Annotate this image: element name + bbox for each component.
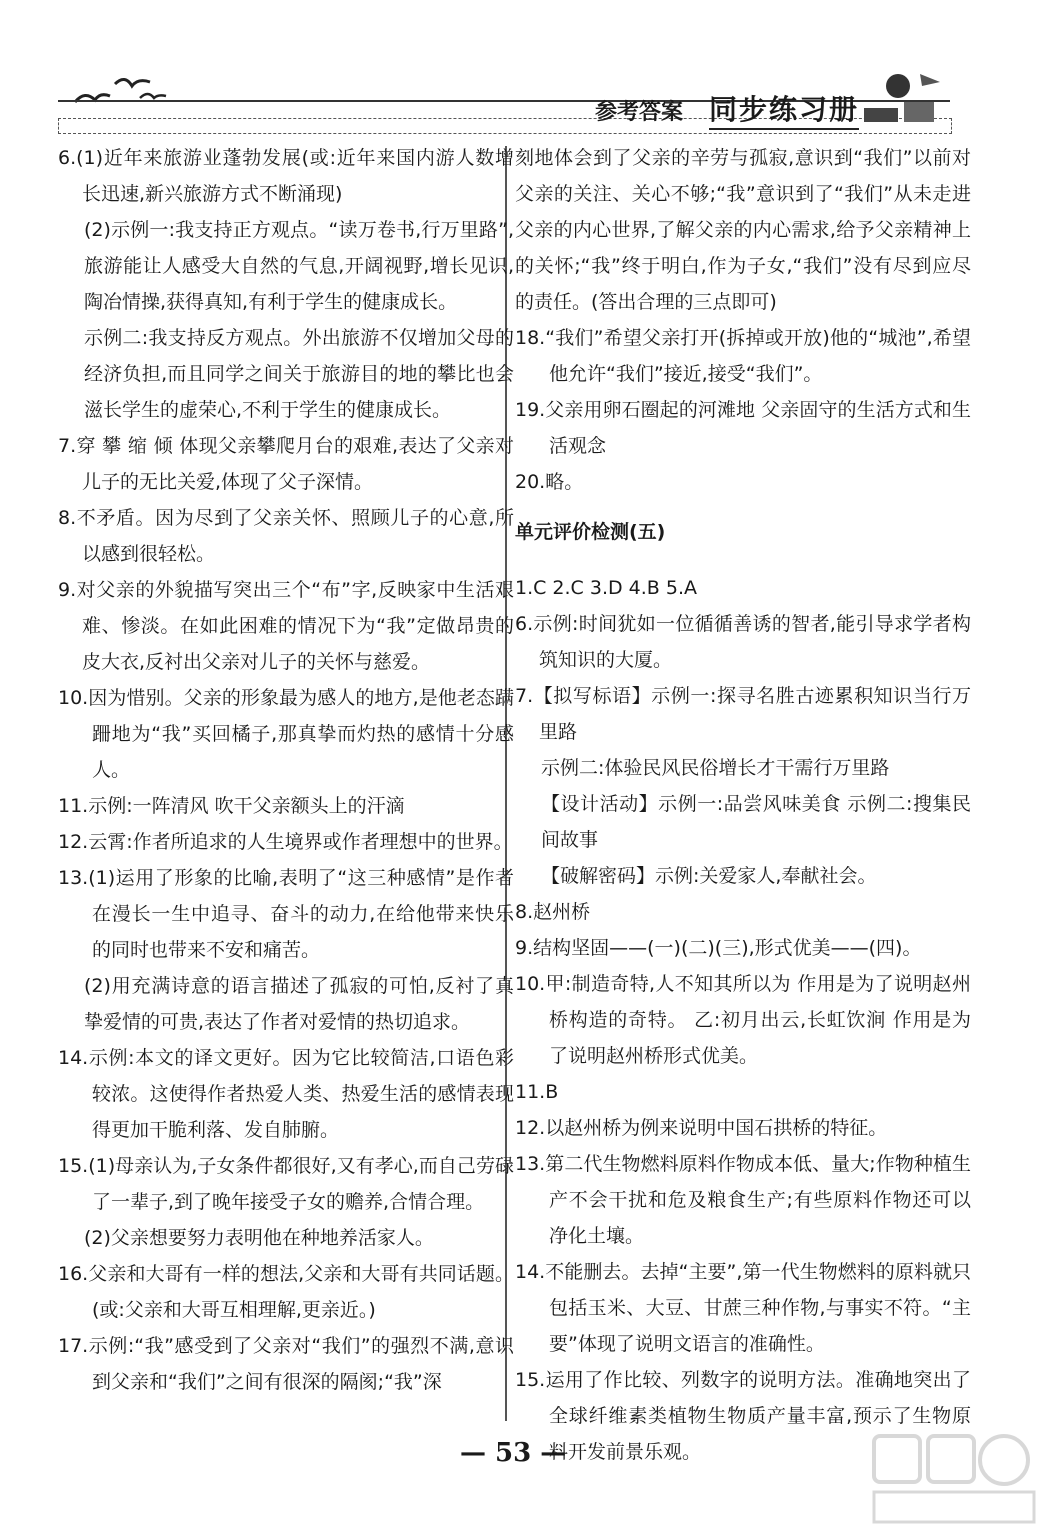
right-bottom-answer-item: 8.赵州桥 [515, 901, 591, 923]
right-top-answer-item: 18.“我们”希望父亲打开(拆掉或开放)他的“城池”,希望他允许“我们”接近,接受“我们”。 [515, 327, 971, 385]
left-answer-item: 9.对父亲的外貌描写突出三个“布”字,反映家中生活艰难、惨淡。在如此困难的情况下为“我”定做昂贵的皮大衣,反衬出父亲对儿子的关怀与慈爱。 [58, 579, 514, 673]
left-answer-item: (2)示例一:我支持正方观点。“读万卷书,行万里路”,旅游能让人感受大自然的气息,开阔视野,增长见识,陶冶情操,获得真知,有利于学生的健康成长。 [84, 219, 514, 313]
left-answer-item: 11.示例:一阵清风 吹干父亲额头上的汗滴 [58, 795, 405, 817]
right-bottom-answer-item: 6.示例:时间犹如一位循循善诱的智者,能引导求学者构筑知识的大厦。 [515, 613, 971, 671]
book-title: 同步练习册 [709, 88, 859, 130]
left-answer-item: (2)父亲想要努力表明他在种地养活家人。 [84, 1227, 434, 1249]
left-answer-item: 14.示例:本文的译文更好。因为它比较简洁,口语色彩较浓。这使得作者热爱人类、热爱生活的感情表现得更加干脆利落、发自肺腑。 [58, 1047, 514, 1141]
book-stack-icon [860, 68, 950, 128]
right-bottom-answer-item: 13.第二代生物燃料原料作物成本低、量大;作物种植生产不会干扰和危及粮食生产;有些原料作物还可以净化土壤。 [515, 1153, 971, 1247]
right-column-bottom [515, 570, 971, 1470]
right-bottom-answer-item: 11.B [515, 1081, 559, 1103]
left-answer-item: 8.不矛盾。因为尽到了父亲关怀、照顾儿子的心意,所以感到很轻松。 [58, 507, 514, 565]
right-bottom-answer-item: 示例二:体验民风民俗增长才干需行万里路 [541, 757, 890, 779]
right-column [515, 140, 971, 1470]
answer-label: 参考答案 [594, 100, 683, 125]
right-bottom-answer-item: 15.运用了作比较、列数字的说明方法。准确地突出了全球纤维素类植物生物质产量丰富,预示了生物原料开发前景乐观。 [515, 1369, 971, 1463]
watermark-logo [870, 1430, 1040, 1530]
header-labels [595, 88, 859, 130]
birds-icon [70, 72, 170, 112]
page-header [0, 0, 1049, 140]
left-answer-item: 17.示例:“我”感受到了父亲对“我们”的强烈不满,意识到父亲和“我们”之间有很深的隔阂;“我”深 [58, 1335, 514, 1393]
left-answer-item: 10.因为惜别。父亲的形象最为感人的地方,是他老态蹒跚地为“我”买回橘子,那真挚而灼热的感情十分感人。 [58, 687, 514, 781]
right-bottom-answer-item: 12.以赵州桥为例来说明中国石拱桥的特征。 [515, 1117, 888, 1139]
right-top-answer-item: 19.父亲用卵石圈起的河滩地 父亲固守的生活方式和生活观念 [515, 399, 971, 457]
right-top-answer-item: 刻地体会到了父亲的辛劳与孤寂,意识到“我们”以前对父亲的关注、关心不够;“我”意识到了“我们”从未走进父亲的内心世界,了解父亲的内心需求,给予父亲精神上的关怀;“我”终于明白,作为子女,“我们”没有尽到应尽的责任。(答出合理的三点即可) [515, 147, 971, 313]
right-bottom-answer-item: 1.C 2.C 3.D 4.B 5.A [515, 577, 697, 599]
left-column [58, 140, 514, 1400]
right-bottom-answer-item: 7.【拟写标语】示例一:探寻名胜古迹累积知识当行万里路 [515, 685, 971, 743]
right-bottom-answer-item: 9.结构坚固——(一)(二)(三),形式优美——(四)。 [515, 937, 922, 959]
right-bottom-answer-item: 【破解密码】示例:关爱家人,奉献社会。 [541, 865, 877, 887]
left-answer-item: 15.(1)母亲认为,子女条件都很好,又有孝心,而自己劳碌了一辈子,到了晚年接受子女的赡养,合情合理。 [58, 1155, 514, 1213]
right-bottom-answer-item: 【设计活动】示例一:品尝风味美食 示例二:搜集民间故事 [541, 793, 971, 851]
left-answer-item: 示例二:我支持反方观点。外出旅游不仅增加父母的经济负担,而且同学之间关于旅游目的地的攀比也会滋长学生的虚荣心,不利于学生的健康成长。 [84, 327, 514, 421]
right-bottom-answer-item: 14.不能删去。去掉“主要”,第一代生物燃料的原料就只包括玉米、大豆、甘蔗三种作物,与事实不符。“主要”体现了说明文语言的准确性。 [515, 1261, 971, 1355]
section-title: 单元评价检测(五) [515, 521, 666, 543]
left-answer-item: 16.父亲和大哥有一样的想法,父亲和大哥有共同话题。(或:父亲和大哥互相理解,更亲近。) [58, 1263, 514, 1321]
right-top-answer-item: 20.略。 [515, 471, 584, 493]
left-answer-item: 7.穿 攀 缩 倾 体现父亲攀爬月台的艰难,表达了父亲对儿子的无比关爱,体现了父子深情。 [58, 435, 514, 493]
right-bottom-answer-item: 10.甲:制造奇特,人不知其所以为 作用是为了说明赵州桥构造的奇特。 乙:初月出云,长虹饮涧 作用是为了说明赵州桥形式优美。 [515, 973, 971, 1067]
right-column-top [515, 140, 971, 500]
left-answer-item: (2)用充满诗意的语言描述了孤寂的可怕,反衬了真挚爱情的可贵,表达了作者对爱情的热切追求。 [84, 975, 514, 1033]
left-answer-item: 12.云霄:作者所追求的人生境界或作者理想中的世界。 [58, 831, 513, 853]
page-number: — 53 — [460, 1438, 567, 1468]
left-answer-item: 6.(1)近年来旅游业蓬勃发展(或:近年来国内游人数增长迅速,新兴旅游方式不断涌现) [58, 147, 514, 205]
left-answer-item: 13.(1)运用了形象的比喻,表明了“这三种感情”是作者在漫长一生中追寻、奋斗的动力,在给他带来快乐的同时也带来不安和痛苦。 [58, 867, 514, 961]
